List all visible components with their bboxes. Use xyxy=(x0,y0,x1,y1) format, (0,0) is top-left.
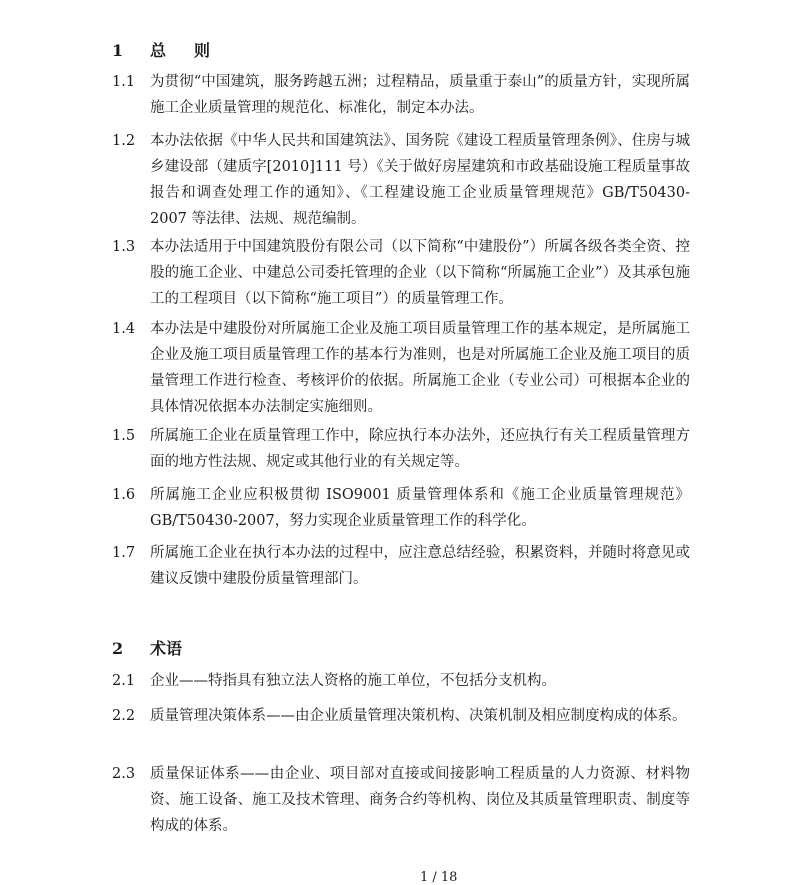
clause-number: 1.1 xyxy=(112,74,136,90)
clause-text: 质量管理决策体系——由企业质量管理决策机构、决策机制及相应制度构成的体系。 xyxy=(150,708,687,724)
clause-text: 本办法适用于中国建筑股份有限公司（以下简称“中建股份”）所属各级各类全资、控股的施工企业、中建总公司委托管理的企业（以下简称“所属施工企业”）及其承包施工的工程项目（以下简称“施工项目”）的质量管理工作。 xyxy=(150,239,690,307)
clause-text: 为贯彻“中国建筑，服务跨越五洲；过程精品，质量重于泰山”的质量方针，实现所属施工企业质量管理的规范化、标准化，制定本办法。 xyxy=(150,74,690,116)
clause-number: 1.4 xyxy=(112,321,136,337)
clause-text: 所属施工企业在执行本办法的过程中，应注意总结经验，积累资料，并随时将意见或建议反馈中建股份质量管理部门。 xyxy=(150,545,690,587)
section-1-heading xyxy=(112,38,238,61)
clause-number: 2.1 xyxy=(112,673,136,689)
section-2-heading xyxy=(112,636,182,659)
page-number: 1 / 18 xyxy=(420,870,458,885)
section-title: 总则 xyxy=(150,41,239,60)
clause-text: 本办法是中建股份对所属施工企业及施工项目质量管理工作的基本规定，是所属施工企业及施工项目质量管理工作的基本行为准则，也是对所属施工企业及施工项目的质量管理工作进行检查、考核评价的依据。所属施工企业（专业公司）可根据本企业的具体情况依据本办法制定实施细则。 xyxy=(150,321,690,415)
clause-number: 1.3 xyxy=(112,239,136,255)
section-number: 1 xyxy=(112,41,124,60)
clause-number: 1.2 xyxy=(112,133,136,149)
clause-text: 所属施工企业在质量管理工作中，除应执行本办法外，还应执行有关工程质量管理方面的地方性法规、规定或其他行业的有关规定等。 xyxy=(150,428,690,470)
clause-number: 2.3 xyxy=(112,766,136,782)
clause-number: 1.6 xyxy=(112,487,136,503)
clause-text: 质量保证体系——由企业、项目部对直接或间接影响工程质量的人力资源、材料物资、施工设备、施工及技术管理、商务合约等机构、岗位及其质量管理职责、制度等构成的体系。 xyxy=(150,766,690,834)
clause-text: 企业——特指具有独立法人资格的施工单位，不包括分支机构。 xyxy=(150,673,556,689)
clause-text: 所属施工企业应积极贯彻 ISO9001 质量管理体系和《施工企业质量管理规范》GB/T50430-2007，努力实现企业质量管理工作的科学化。 xyxy=(150,487,690,529)
clause-number: 2.2 xyxy=(112,708,136,724)
clause-text: 本办法依据《中华人民共和国建筑法》、国务院《建设工程质量管理条例》、住房与城乡建设部（建质字[2010]111 号）《关于做好房屋建筑和市政基础设施工程质量事故报告和调查处理工作的通知》、《工程建设施工企业质量管理规范》GB/T50430-2007 等法律、法规、规范编制。 xyxy=(150,133,690,227)
clause-number: 1.5 xyxy=(112,428,136,444)
clause-number: 1.7 xyxy=(112,545,136,561)
section-number: 2 xyxy=(112,639,124,658)
section-title: 术语 xyxy=(150,639,183,658)
